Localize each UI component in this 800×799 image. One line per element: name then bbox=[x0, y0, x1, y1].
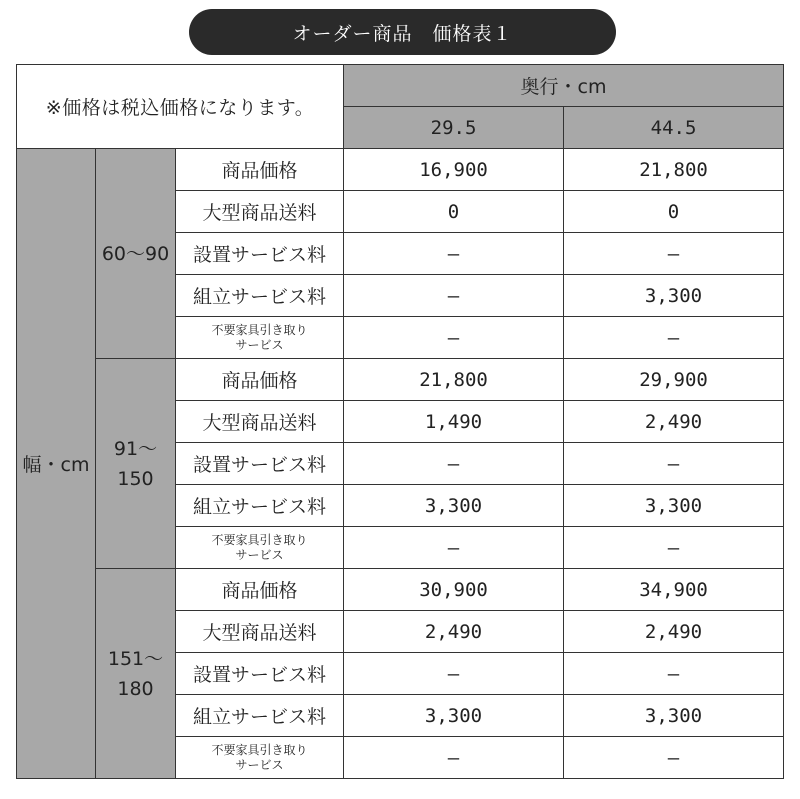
price-cell: 0 bbox=[344, 191, 564, 233]
page-title: オーダー商品 価格表１ bbox=[189, 9, 616, 55]
price-cell: 3,300 bbox=[344, 485, 564, 527]
size-label: 60〜90 bbox=[96, 149, 176, 359]
price-cell: — bbox=[564, 737, 784, 779]
price-cell: 3,300 bbox=[564, 485, 784, 527]
row-label-small bbox=[176, 527, 344, 569]
row-label: 商品価格 bbox=[176, 569, 344, 611]
row-label-small bbox=[176, 317, 344, 359]
price-cell: — bbox=[344, 653, 564, 695]
row-label: 大型商品送料 bbox=[176, 611, 344, 653]
row-label: 組立サービス料 bbox=[176, 695, 344, 737]
price-cell: — bbox=[344, 737, 564, 779]
size-line1: 91〜 bbox=[113, 437, 158, 460]
row-label: 設置サービス料 bbox=[176, 443, 344, 485]
size-line2: 180 bbox=[117, 677, 154, 700]
row-label-line1: 不要家具引き取り bbox=[211, 322, 308, 337]
price-cell: — bbox=[564, 527, 784, 569]
price-cell: 1,490 bbox=[344, 401, 564, 443]
price-cell: 2,490 bbox=[344, 611, 564, 653]
price-cell: — bbox=[564, 233, 784, 275]
depth-header: 奥行・cm bbox=[344, 65, 784, 107]
size-label bbox=[96, 359, 176, 569]
price-cell: — bbox=[344, 275, 564, 317]
row-label: 大型商品送料 bbox=[176, 401, 344, 443]
price-cell: 2,490 bbox=[564, 611, 784, 653]
size-label bbox=[96, 569, 176, 779]
depth-value-2: 44.5 bbox=[564, 107, 784, 149]
price-cell: — bbox=[344, 317, 564, 359]
row-label-line2: サービス bbox=[235, 337, 284, 352]
row-label-small bbox=[176, 737, 344, 779]
price-cell: 30,900 bbox=[344, 569, 564, 611]
price-cell: — bbox=[564, 317, 784, 359]
row-label-line1: 不要家具引き取り bbox=[211, 742, 308, 757]
row-label: 商品価格 bbox=[176, 149, 344, 191]
price-cell: 29,900 bbox=[564, 359, 784, 401]
price-cell: 0 bbox=[564, 191, 784, 233]
tax-note: ※価格は税込価格になります。 bbox=[17, 65, 344, 149]
price-cell: — bbox=[564, 653, 784, 695]
price-cell: 3,300 bbox=[344, 695, 564, 737]
size-line2: 150 bbox=[117, 467, 154, 490]
width-header: 幅・cm bbox=[17, 149, 96, 779]
price-cell: 3,300 bbox=[564, 695, 784, 737]
row-label: 組立サービス料 bbox=[176, 275, 344, 317]
price-cell: 3,300 bbox=[564, 275, 784, 317]
row-label-line2: サービス bbox=[235, 547, 284, 562]
price-cell: — bbox=[344, 527, 564, 569]
size-line1: 151〜 bbox=[107, 647, 164, 670]
row-label-line1: 不要家具引き取り bbox=[211, 532, 308, 547]
price-cell: 21,800 bbox=[564, 149, 784, 191]
price-cell: 2,490 bbox=[564, 401, 784, 443]
row-label: 組立サービス料 bbox=[176, 485, 344, 527]
row-label: 設置サービス料 bbox=[176, 653, 344, 695]
price-cell: — bbox=[344, 443, 564, 485]
price-table bbox=[16, 64, 784, 779]
row-label: 大型商品送料 bbox=[176, 191, 344, 233]
row-label: 設置サービス料 bbox=[176, 233, 344, 275]
row-label: 商品価格 bbox=[176, 359, 344, 401]
price-cell: — bbox=[344, 233, 564, 275]
price-cell: 16,900 bbox=[344, 149, 564, 191]
row-label-line2: サービス bbox=[235, 757, 284, 772]
price-cell: 21,800 bbox=[344, 359, 564, 401]
price-cell: 34,900 bbox=[564, 569, 784, 611]
price-cell: — bbox=[564, 443, 784, 485]
depth-value-1: 29.5 bbox=[344, 107, 564, 149]
